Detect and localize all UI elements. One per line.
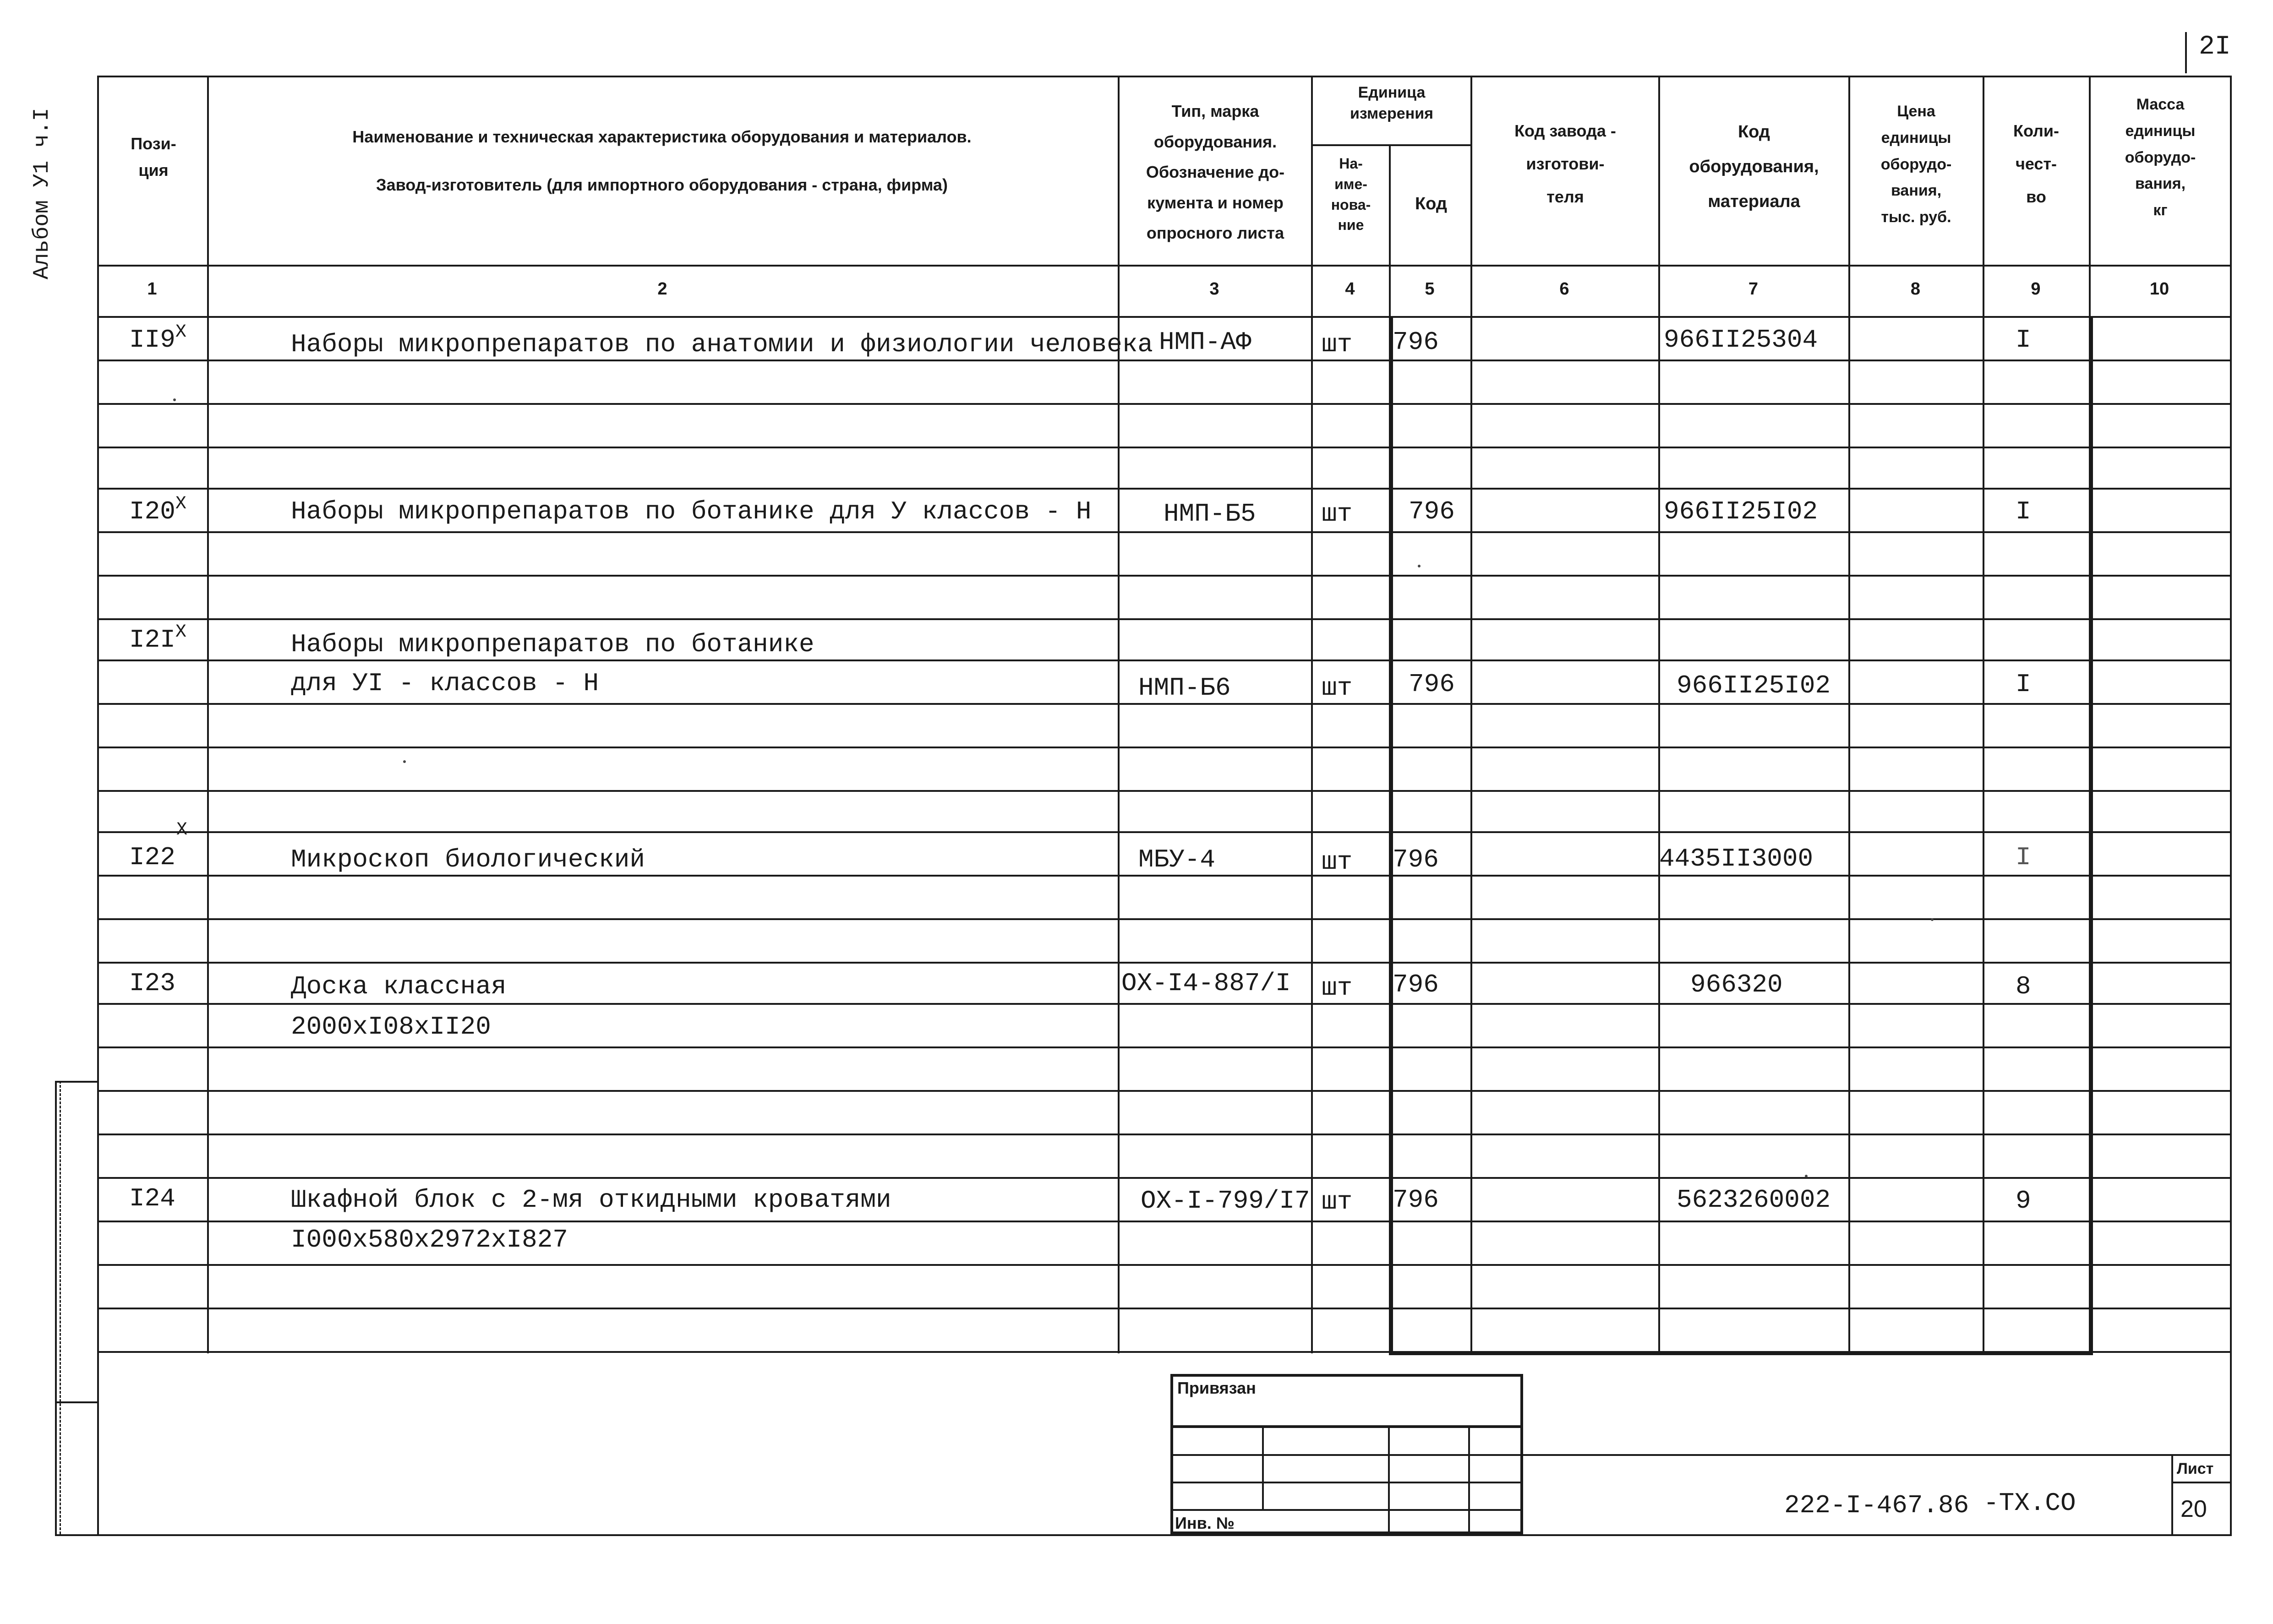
row-unit-code: 796: [1393, 1185, 1439, 1215]
row-equipment-code: 5623260002: [1677, 1185, 1831, 1215]
row-equipment-code: 4435II3000: [1659, 844, 1814, 873]
row-position: $I20^X$: [129, 494, 186, 526]
row-line: [97, 531, 2230, 533]
row-type: НМП-АФ: [1159, 327, 1251, 357]
row-line: [97, 403, 2230, 405]
column-number-5: 5: [1425, 279, 1435, 299]
row-name: Микроскоп биологический: [291, 845, 645, 874]
row-equipment-code: 966320: [1690, 970, 1783, 999]
row-position: $II9^X$: [129, 322, 186, 354]
row-name: Доска классная: [291, 972, 507, 1001]
header-equipment-code: Код оборудования, материала: [1689, 122, 1819, 211]
stamp-col-line: [1262, 1425, 1264, 1510]
row-unit-code: 796: [1393, 970, 1439, 999]
binding-strip-left: [55, 1081, 57, 1534]
row-type: ОХ-I4-887/I: [1121, 969, 1291, 998]
row-line: [97, 1090, 2230, 1092]
row-line: [97, 1264, 2230, 1266]
row-equipment-code: 966II25I02: [1664, 497, 1818, 526]
table-bottom-border: [97, 1534, 2232, 1536]
row-unit-code: 796: [1393, 845, 1439, 874]
header-position: Пози- ция: [131, 134, 176, 180]
row-name-line2: I000x580x2972xI827: [291, 1225, 568, 1254]
row-quantity: 8: [2016, 972, 2031, 1001]
attached-label: Привязан: [1177, 1379, 1256, 1397]
row-line: [97, 1134, 2230, 1135]
row-line: [97, 1351, 2230, 1353]
sheet-number: 20: [2180, 1496, 2207, 1522]
row-unit-code: 796: [1393, 327, 1439, 357]
header-name-line2: Завод-изготовитель (для импортного оборудования - страна, фирма): [376, 175, 948, 194]
row-unit: шт: [1322, 973, 1353, 1003]
header-price: Цена единицы оборудо- вания, тыс. руб.: [1880, 103, 1952, 226]
header-unit-group: Единица измерения: [1350, 84, 1433, 122]
row-line: [97, 575, 2230, 577]
binding-strip-bottom: [55, 1534, 98, 1536]
table-right-border: [2230, 76, 2232, 1534]
header-type: Тип, марка оборудования. Обозначение до- кумента и номер опросного листа: [1146, 102, 1285, 243]
row-position: I23: [129, 969, 175, 998]
row-position: $I2I^X$: [129, 622, 186, 654]
stamp-col-line: [1468, 1425, 1470, 1534]
table-top-border: [97, 76, 2230, 77]
row-line: [97, 1308, 2230, 1309]
scan-speck: [1805, 1175, 1808, 1177]
column-number-3: 3: [1209, 279, 1219, 299]
row-line: [97, 1003, 2230, 1005]
row-unit: шт: [1322, 847, 1353, 877]
page-number-divider: [2185, 32, 2187, 73]
header-name-line1: Наименование и техническая характеристика оборудования и материалов.: [352, 127, 972, 146]
sheet-box-divider: [2171, 1482, 2231, 1483]
row-unit-code: 796: [1409, 497, 1455, 526]
stamp-line: [1170, 1509, 1523, 1511]
scan-speck: [403, 760, 406, 763]
binding-strip-top: [55, 1081, 98, 1083]
col-line-6: [1658, 76, 1660, 1353]
column-numbers-bottom-line: [97, 316, 2230, 318]
stamp-col-line: [1388, 1425, 1390, 1534]
scan-speck: [1418, 565, 1421, 567]
row-unit: шт: [1322, 499, 1353, 529]
row-line: [97, 618, 2230, 620]
col-line-5: [1470, 76, 1472, 1353]
unit-group-line: [1311, 144, 1470, 146]
header-mass: Масса единицы оборудо- вания, кг: [2125, 96, 2196, 219]
col-line-3: [1311, 76, 1313, 1353]
row-type: МБУ-4: [1138, 845, 1216, 874]
row-position: I24: [129, 1184, 175, 1213]
row-line: [97, 747, 2230, 748]
row-position: I22: [129, 843, 175, 872]
row-unit-code: 796: [1409, 670, 1455, 699]
header-factory-code: Код завода - изготови- теля: [1514, 121, 1616, 206]
row-quantity: I: [2016, 497, 2031, 526]
row-type: НМП-Б6: [1138, 673, 1231, 703]
column-number-4: 4: [1345, 279, 1355, 299]
col-line-1: [207, 76, 209, 1353]
row-unit: шт: [1322, 673, 1353, 703]
row-quantity: 9: [2016, 1186, 2031, 1215]
row-line: [97, 1046, 2230, 1048]
page-number: 2I: [2199, 32, 2231, 62]
row-line: [97, 659, 2230, 661]
scan-speck: [1931, 918, 1934, 921]
row-quantity: I: [2016, 325, 2031, 354]
row-line: [97, 1177, 2230, 1179]
row-line: [97, 447, 2230, 448]
column-number-9: 9: [2031, 279, 2041, 299]
column-number-7: 7: [1748, 279, 1759, 299]
column-number-10: 10: [2149, 279, 2169, 299]
col-line-9-thick: [2089, 316, 2093, 1353]
row-name: Шкафной блок с 2-мя откидными кроватями: [291, 1185, 891, 1215]
document-code-suffix: -ТХ.СО: [1983, 1488, 2076, 1518]
row-quantity: I: [2016, 843, 2031, 872]
row-line: [97, 790, 2230, 792]
row-quantity: I: [2016, 670, 2031, 699]
stamp-line: [1170, 1425, 1523, 1428]
row-type: НМП-Б5: [1164, 499, 1256, 529]
row-name: Наборы микропрепаратов по ботанике для У классов - Н: [291, 497, 1092, 526]
row-line: [97, 875, 2230, 877]
binding-strip-mid: [55, 1401, 98, 1403]
row-equipment-code: 966II25304: [1664, 325, 1818, 354]
col-line-2: [1118, 76, 1120, 1353]
document-code: 222-I-467.86: [1784, 1491, 1969, 1520]
row-equipment-code: 966II25I02: [1677, 671, 1831, 700]
row-unit: шт: [1322, 1187, 1353, 1216]
header-quantity: Коли- чест- во: [2013, 121, 2060, 206]
row-line: [97, 703, 2230, 705]
row-name: Наборы микропрепаратов по ботанике: [291, 630, 814, 659]
row-line: [97, 831, 2230, 833]
row-line: [97, 1221, 2230, 1222]
column-number-2: 2: [657, 279, 667, 299]
row-name-line2: для УI - классов - Н: [291, 669, 599, 698]
row-line: [97, 918, 2230, 920]
sheet-box-left: [2171, 1454, 2173, 1534]
column-number-6: 6: [1559, 279, 1569, 299]
stamp-line: [1170, 1482, 1523, 1483]
stamp-line: [1170, 1454, 1523, 1456]
header-unit-code: Код: [1415, 194, 1448, 213]
scan-speck: [173, 398, 176, 401]
column-number-8: 8: [1910, 279, 1921, 299]
col-line-8: [1983, 76, 1984, 1353]
header-bottom-line: [97, 265, 2230, 267]
row-name: Наборы микропрепаратов по анатомии и физиологии человека: [291, 330, 1153, 359]
row-line: [97, 360, 2230, 361]
row-name-line2: 2000xI08xII20: [291, 1012, 491, 1041]
row-line: [97, 488, 2230, 490]
row-line: [97, 962, 2230, 964]
binding-strip-dashed: [60, 1081, 61, 1534]
sheet-label: Лист: [2177, 1460, 2214, 1477]
album-side-label: Альбом У1 ч.I: [30, 108, 55, 279]
row-type: ОХ-I-799/I7: [1141, 1186, 1310, 1215]
row-unit: шт: [1322, 330, 1353, 359]
inventory-number-label: Инв. №: [1175, 1514, 1235, 1532]
column-number-1: 1: [147, 279, 157, 299]
title-block-top: [1523, 1454, 2231, 1456]
row-position-mark: X: [176, 820, 188, 840]
col-line-7: [1848, 76, 1850, 1353]
header-unit-name: На- име- нова- ние: [1331, 155, 1371, 234]
